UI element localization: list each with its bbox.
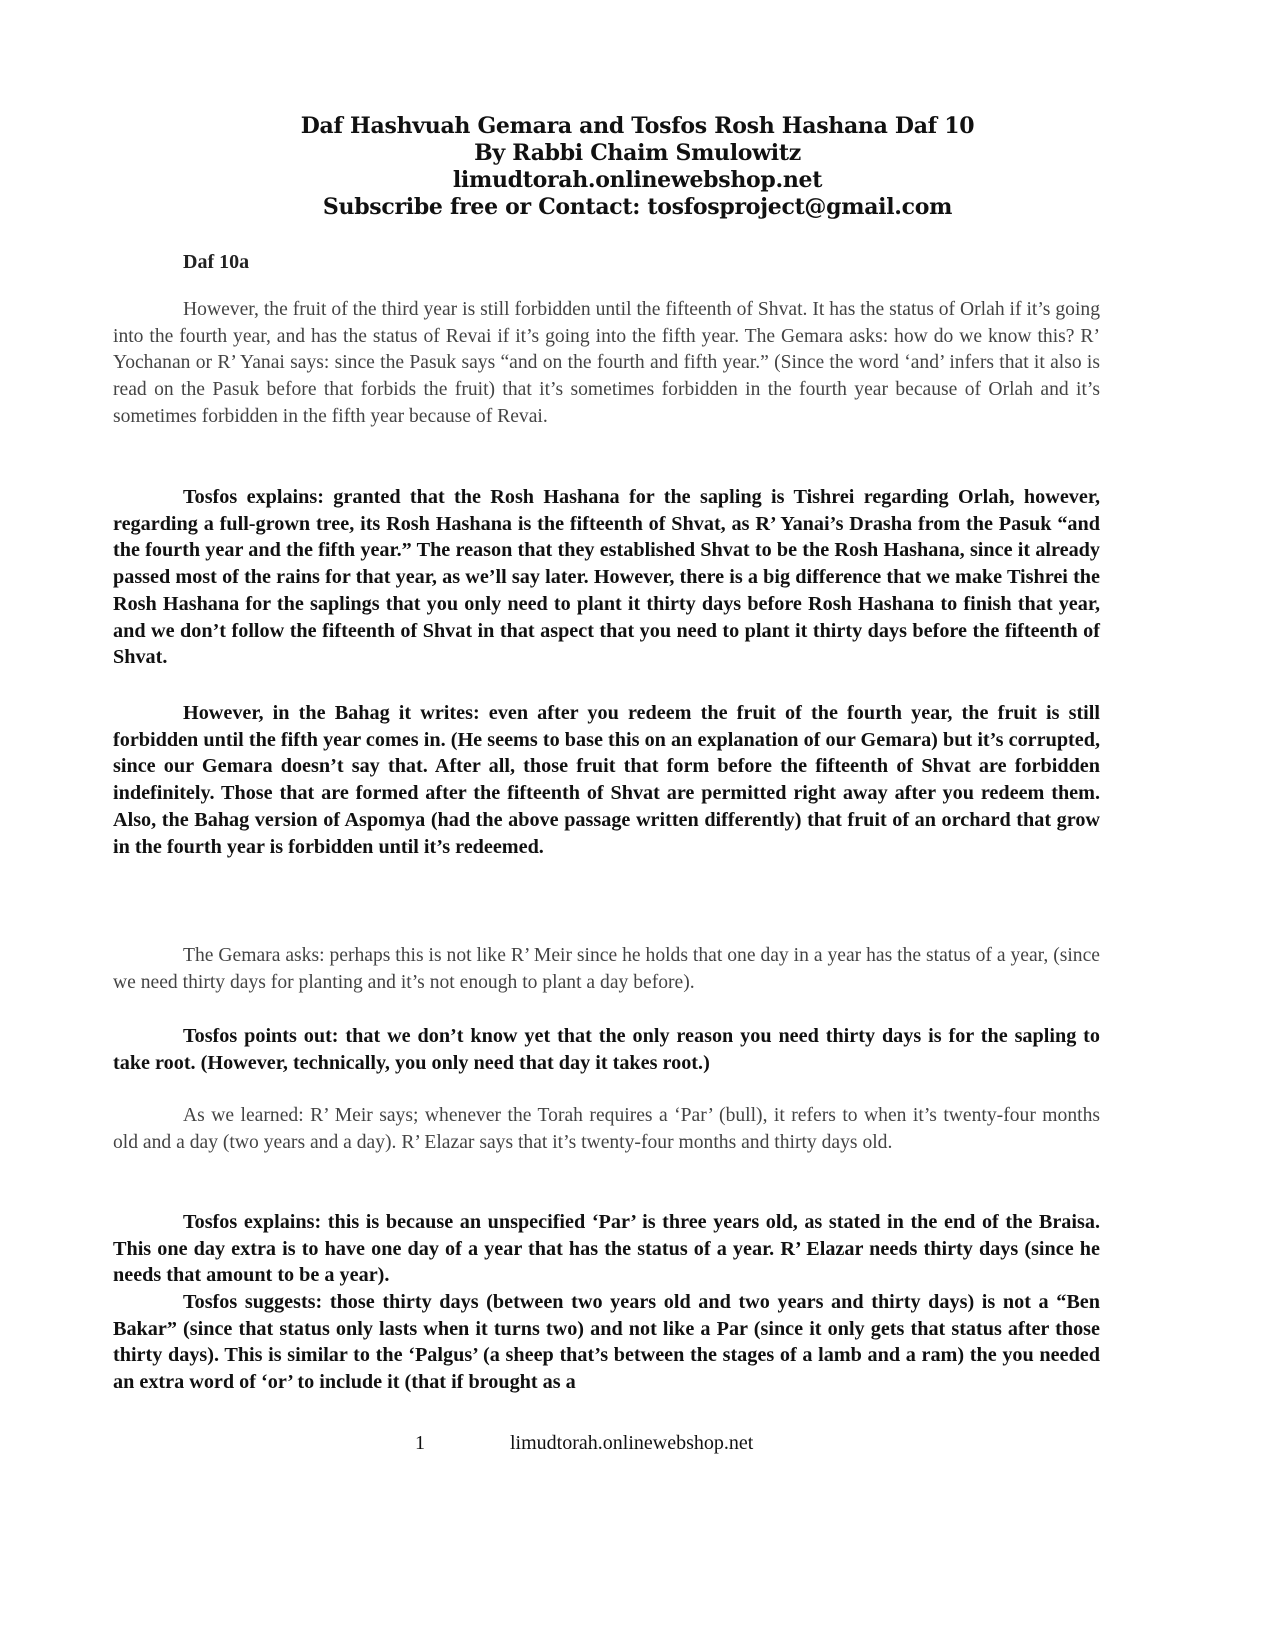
paragraph-tosfos-4: Tosfos explains: this is because an unspecified ‘Par’ is three years old, as stated in the end of the Braisa. This one day extra is to have one day of a year that has the status of a year. R’ Elazar needs thirty days (since he needs that amount to be a year). [113,1211,1100,1287]
page-number: 1 [415,1432,425,1454]
paragraph-gemara-2: The Gemara asks: perhaps this is not like R’ Meir since he holds that one day in a year has the status of a year, (since we need thirty days for planting and it’s not enough to plant a day before). [113,945,1100,993]
paragraph-tosfos-2: However, in the Bahag it writes: even after you redeem the fruit of the fourth year, the fruit is still forbidden until the fifth year comes in. (He seems to base this on an explanation of our Gemara) but it’s corrupted, since our Gemara doesn’t say that. After all, those fruit that form before the fifteenth of Shvat are forbidden indefinitely. Those that are formed after the fifteenth of Shvat are permitted right away after you redeem them. Also, the Bahag version of Aspomya (had the above passage written differently) that fruit of an orchard that grow in the fourth year is forbidden until it’s redeemed. [113,702,1100,858]
paragraph-tosfos-5: Tosfos suggests: those thirty days (between two years old and two years and thirty days) is not a “Ben Bakar” (since that status only lasts when it turns two) and not like a Par (since it only gets that status after those thirty days). This is similar to the ‘Palgus’ (a sheep that’s between the stages of a lamb and a ram) the you needed an extra word of ‘or’ to include it (that if brought as a [113,1291,1100,1394]
paragraph-tosfos-3: Tosfos points out: that we don’t know yet that the only reason you need thirty days is for the sapling to take root. (However, technically, you only need that day it takes root.) [113,1025,1100,1074]
document-title: Daf Hashvuah Gemara and Tosfos Rosh Hashana Daf 10 [300,113,975,139]
website-line: limudtorah.onlinewebshop.net [452,167,823,193]
footer-website: limudtorah.onlinewebshop.net [510,1432,754,1454]
paragraph-gemara-3: As we learned: R’ Meir says; whenever the Torah requires a ‘Par’ (bull), it refers to when it’s twenty-four months old and a day (two years and a day). R’ Elazar says that it’s twenty-four months and thirty days old. [113,1105,1100,1153]
paragraph-gemara-1: However, the fruit of the third year is still forbidden until the fifteenth of Shvat. It has the status of Orlah if it’s going into the fourth year, and has the status of Revai if it’s going into the fifth year. The Gemara asks: how do we know this? R’ Yochanan or R’ Yanai says: since the Pasuk says “and on the fourth and fifth year.” (Since the word ‘and’ infers that it also is read on the Pasuk before that forbids the fruit) that it’s sometimes forbidden in the fourth year because of Orlah and it’s sometimes forbidden in the fifth year because of Revai. [113,299,1100,427]
document-header [0,113,1275,221]
section-heading: Daf 10a [183,251,250,273]
author-line: By Rabbi Chaim Smulowitz [474,140,801,166]
paragraph-tosfos-1: Tosfos explains: granted that the Rosh Hashana for the sapling is Tishrei regarding Orlah, however, regarding a full-grown tree, its Rosh Hashana is the fifteenth of Shvat, as R’ Yanai’s Drasha from the Pasuk “and the fourth year and the fifth year.” The reason that they established Shvat to be the Rosh Hashana, since it already passed most of the rains for that year, as we’ll say later. However, there is a big difference that we make Tishrei the Rosh Hashana for the saplings that you only need to plant it thirty days before Rosh Hashana to finish that year, and we don’t follow the fifteenth of Shvat in that aspect that you need to plant it thirty days before the fifteenth of Shvat. [113,486,1100,669]
contact-line: Subscribe free or Contact: tosfosproject@gmail.com [322,194,953,220]
